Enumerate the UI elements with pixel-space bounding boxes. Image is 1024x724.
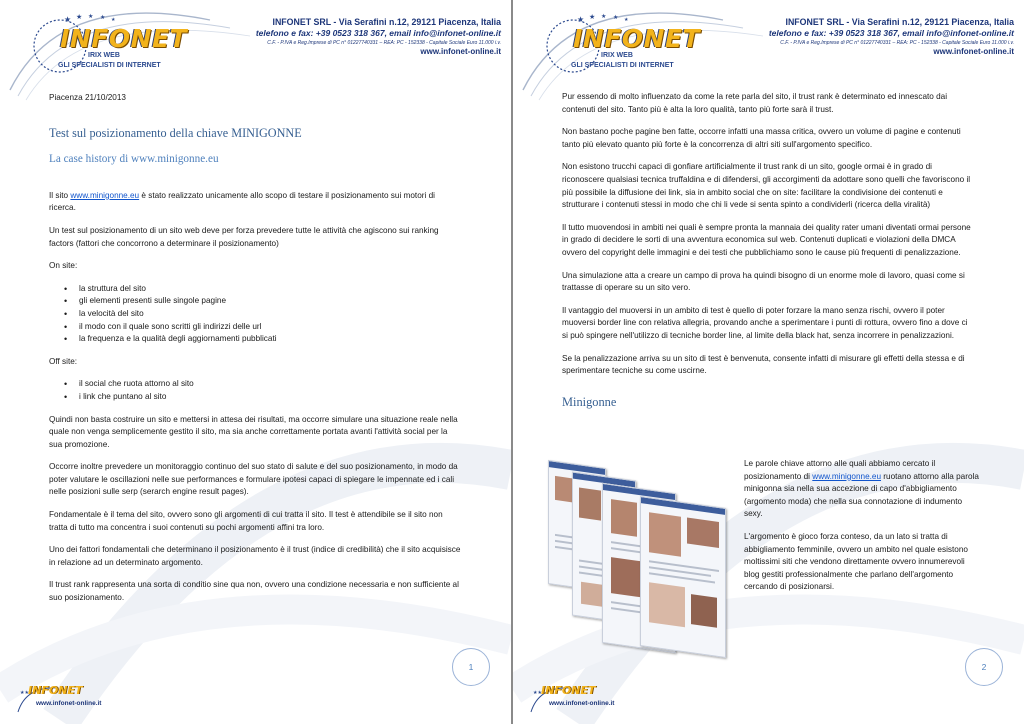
svg-text:★: ★ — [111, 17, 116, 23]
footer-url-link[interactable]: www.infonet-online.it — [36, 700, 102, 707]
list-item: • gli elementi presenti sulle singole pagine — [49, 295, 461, 308]
paragraph-intro-pre: Il sito — [49, 190, 71, 200]
minigonne-text-column — [744, 458, 980, 604]
logo-tagline-specialisti: GLI SPECIALISTI DI INTERNET — [58, 62, 161, 69]
footer-logo — [14, 682, 144, 716]
paragraph-contested: L'argomento è gioco forza conteso, da un lato si tratta di abbigliamento femminile, ovvero un ambito nel quale esistono moltissimi siti che vendono direttamente ovvero innumerevoli blog gestiti professionalmente che parlano dell'argomento cercando di posizionarsi. — [744, 531, 968, 592]
document-page-1 — [0, 0, 511, 724]
paragraph-no-tricks: Non esistono trucchi capaci di gonfiare artificialmente il trust rank di un sito, google ormai è in grado di riconoscere qualsiasi tecnica truffaldina e di difendersi, gli accorgimenti da adottare sono quelli che favoriscono il più possibile la diffusione dei link, sia in ambito social che on site: facilitare la condivisione dei contenuti e strutturare i contenuti stessi in modo che chi li vede si senta spinto a condividerli (ricerca della viralità) — [562, 162, 971, 210]
company-fiscal: C.F. - P.IVA e Reg.Imprese di PC n° 01227740331 – REA: PC - 152338 - Capitale Sociale Euro 11.000 i.v. — [780, 40, 1014, 46]
logo-wordmark: INFONET — [573, 24, 701, 53]
list-item: • la struttura del sito — [49, 283, 461, 296]
onsite-label: On site: — [49, 261, 78, 271]
offsite-label: Off site: — [49, 356, 78, 366]
svg-text:★: ★ — [64, 15, 72, 24]
document-title: Test sul posizionamento della chiave MINIGONNE — [49, 125, 302, 140]
list-item: • la velocità del sito — [49, 308, 461, 321]
paragraph-quality-rater: Il tutto muovendosi in ambiti nei quali è sempre pronta la mannaia dei quality rater umani diventati ormai persone in grado di decidere le sorti di una avventura economica sul web. Contenuti duplicati e violazioni della DMCA ovvero del copyright delle immagini e dei testi che pubblichiamo sono le cause più frequenti di penalizzazione. — [562, 222, 971, 257]
footer-url-link[interactable]: www.infonet-online.it — [549, 700, 615, 707]
website-screenshot — [640, 496, 726, 658]
paragraph-trust-rank: Il trust rank rappresenta una sorta di conditio sine qua non, ovvero una condizione necessaria e non sufficiente al suo posizionamento. — [49, 580, 459, 603]
website-screenshots-collage — [548, 462, 740, 658]
svg-text:★: ★ — [613, 15, 619, 21]
paragraph-keywords-pre: Le parole chiave attorno alle quali abbiamo cercato il posizionamento di — [744, 459, 936, 481]
paragraph-monitoring: Occorre inoltre prevedere un monitoraggio continuo del suo stato di salute e del suo posizionamento, in modo da poter valutare le oscillazioni nelle sue performances e formulare ipotesi capaci di spiegare le impennate ed i cali nelle posizioni sulle serp (serarch engine result pages). — [49, 462, 458, 497]
svg-text:★: ★ — [88, 14, 94, 20]
footer-logo — [527, 682, 657, 716]
paragraph-social: Quindi non basta costruire un sito e mettersi in attesa dei risultati, ma occorre simulare una situazione reale nella quale non venga semplicemente gestito il sito, ma sia anche correttamente portata avanti l'attività social per la sua promozione. — [49, 414, 458, 449]
logo-tagline-irix: IRIX WEB — [88, 52, 120, 59]
paragraph-simulation: Una simulazione atta a creare un campo di prova ha quindi bisogno di un enorme mole di lavoro, quasi come si trattasse di operare su un sito vero. — [562, 270, 965, 293]
list-item: • i link che puntano al sito — [49, 391, 461, 404]
svg-text:★: ★ — [76, 14, 83, 21]
footer-logo-wordmark: INFONET — [541, 684, 596, 697]
footer-logo-wordmark: INFONET — [28, 684, 83, 697]
list-item: • la frequenza e la qualità degli aggiornamenti pubblicati — [49, 333, 461, 346]
offsite-list — [49, 378, 461, 403]
svg-text:★★: ★★ — [20, 690, 29, 696]
paragraph-trust: Uno dei fattori fondamentali che determinano il posizionamento è il trust (indice di credibilità) che il sito acquisisce in relazione ad un determinato argomento. — [49, 545, 461, 567]
company-info — [256, 17, 501, 56]
page-number-1: 1 — [452, 648, 490, 686]
section-title-minigonne: Minigonne — [562, 394, 617, 409]
paragraph-critical-mass: Non bastano poche pagine ben fatte, occorre infatti una massa critica, ovvero un volume di pagine e contenuti tanto più elevato quanto più forte è la concorrenza di altri siti sull'argomento specifico. — [562, 127, 961, 149]
company-info — [769, 17, 1014, 56]
company-contacts: telefono e fax: +39 0523 318 367, email info@infonet-online.it — [255, 28, 501, 38]
svg-text:★: ★ — [577, 15, 585, 24]
company-website-link[interactable]: www.infonet-online.it — [933, 47, 1014, 56]
paragraph-penalization: Se la penalizzazione arriva su un sito di test è benvenuta, consente infatti di misurare gli effetti della stessa e di sperimentare tecniche su come uscirne. — [562, 353, 965, 376]
page-number-2: 2 — [965, 648, 1003, 686]
logo-wordmark: INFONET — [60, 24, 188, 53]
svg-text:★: ★ — [589, 14, 596, 21]
paragraph-intro-post: è stato realizzato unicamente allo scopo di testare il posizionamento sui motori di ricerca. — [49, 190, 435, 213]
minigonne-link[interactable]: www.minigonne.eu — [812, 471, 882, 481]
company-website-link[interactable]: www.infonet-online.it — [420, 47, 501, 56]
company-contacts: telefono e fax: +39 0523 318 367, email info@infonet-online.it — [768, 28, 1014, 38]
document-subtitle: La case history di www.minigonne.eu — [49, 153, 219, 166]
company-address: INFONET SRL - Via Serafini n.12, 29121 Piacenza, Italia — [785, 17, 1014, 27]
logo-tagline-irix: IRIX WEB — [601, 52, 633, 59]
paragraph-trust-content: Pur essendo di molto influenzato da come la rete parla del sito, il trust rank è determinato ed innescato dai contenuti del sito. Tanto più è alta la loro qualità, tanto più forte sarà il trust. — [562, 92, 948, 114]
page-1-body — [49, 92, 461, 615]
paragraph-test-advantage: Il vantaggio del muoversi in un ambito di test è quello di poter forzare la mano senza rischi, ovvero il poter muoversi border line con relativa allegria, provando anche a sperimentare i punti di rottura, ovvero fino a dove ci si può spingere nell'utilizzo di tecniche border line, al limite della black hat, senza incorrere in penalizzazioni. — [562, 305, 968, 340]
logo-tagline-specialisti: GLI SPECIALISTI DI INTERNET — [571, 62, 674, 69]
paragraph-theme: Fondamentale è il tema del sito, ovvero sono gli argomenti di cui tratta il sito. Il test è attendibile se il sito non tratta di tutto ma concentra i suoi contenuti su pochi argomenti affini tra loro. — [49, 510, 443, 532]
svg-text:★: ★ — [624, 17, 629, 23]
paragraph-intro — [49, 190, 461, 215]
company-fiscal: C.F. - P.IVA e Reg.Imprese di PC n° 01227740331 – REA: PC - 152338 - Capitale Sociale Euro 11.000 i.v. — [267, 40, 501, 46]
document-date: Piacenza 21/10/2013 — [49, 93, 126, 102]
infonet-logo — [22, 10, 192, 76]
paragraph-keywords-post: ruotano attorno alla parola minigonna sia nella sua accezione di capo d'abbigliamento (argomento moda) che nella sua connotazione di indumento sexy. — [744, 471, 979, 519]
svg-text:★★: ★★ — [533, 690, 542, 696]
svg-text:★: ★ — [601, 14, 607, 20]
paragraph-ranking-factors: Un test sul posizionamento di un sito web deve per forza prevedere tutte le attività che agiscono sui ranking factors (fattori che concorrono a determinare il posizionamento) — [49, 225, 439, 248]
company-address: INFONET SRL - Via Serafini n.12, 29121 Piacenza, Italia — [272, 17, 501, 27]
svg-text:★: ★ — [100, 15, 106, 21]
infonet-logo — [535, 10, 705, 76]
paragraph-keywords — [744, 458, 980, 521]
list-item: • il social che ruota attorno al sito — [49, 378, 461, 391]
minigonne-link[interactable]: www.minigonne.eu — [70, 190, 140, 200]
list-item: • il modo con il quale sono scritti gli indirizzi delle url — [49, 321, 461, 334]
page-2-body — [562, 91, 974, 408]
onsite-list — [49, 283, 461, 346]
